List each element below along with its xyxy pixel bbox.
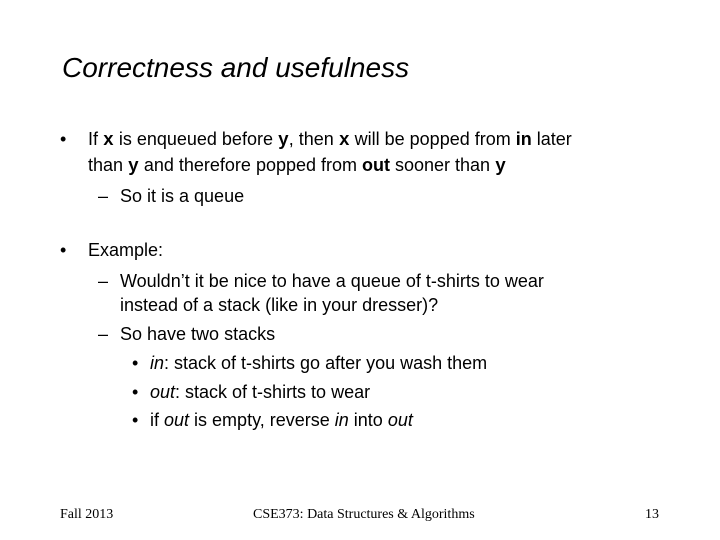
- bullet-marker: •: [132, 410, 139, 430]
- dash-marker: –: [98, 186, 109, 206]
- bullet-1-line-1: If x is enqueued before y, then x will be popped from in later: [88, 129, 572, 151]
- code-x: x: [103, 131, 114, 151]
- dash-marker: –: [98, 324, 109, 344]
- page-number: 13: [645, 507, 659, 522]
- footer-course: CSE373: Data Structures & Algorithms: [253, 507, 475, 522]
- bullet-marker: •: [60, 129, 67, 149]
- code-y: y: [495, 157, 506, 177]
- code-y: y: [277, 131, 289, 151]
- slide-title: Correctness and usefulness: [62, 52, 410, 83]
- stack-item-reverse: if out is empty, reverse in into out: [150, 410, 413, 430]
- footer-term: Fall 2013: [60, 507, 114, 522]
- stack-item-out: out: stack of t-shirts to wear: [150, 382, 371, 402]
- bullet-1-sub-1: So it is a queue: [120, 186, 245, 206]
- bullet-2-sub-1-line-2: instead of a stack (like in your dresser)?: [120, 295, 439, 315]
- bullet-marker: •: [60, 240, 67, 260]
- code-y: y: [128, 157, 139, 177]
- dash-marker: –: [98, 271, 109, 291]
- bullet-2-sub-1-line-1: Wouldn’t it be nice to have a queue of t-shirts to wear: [120, 271, 544, 291]
- stack-item-in: in: stack of t-shirts go after you wash them: [150, 353, 488, 373]
- bullet-marker: •: [132, 382, 139, 402]
- bullet-1-line-2: than y and therefore popped from out sooner than y: [88, 155, 506, 177]
- bullet-2-sub-2: So have two stacks: [120, 324, 276, 344]
- code-x: x: [338, 131, 350, 151]
- bold-out: out: [362, 155, 390, 175]
- bold-in: in: [515, 129, 532, 149]
- bullet-2-label: Example:: [88, 240, 164, 260]
- bullet-marker: •: [132, 353, 139, 373]
